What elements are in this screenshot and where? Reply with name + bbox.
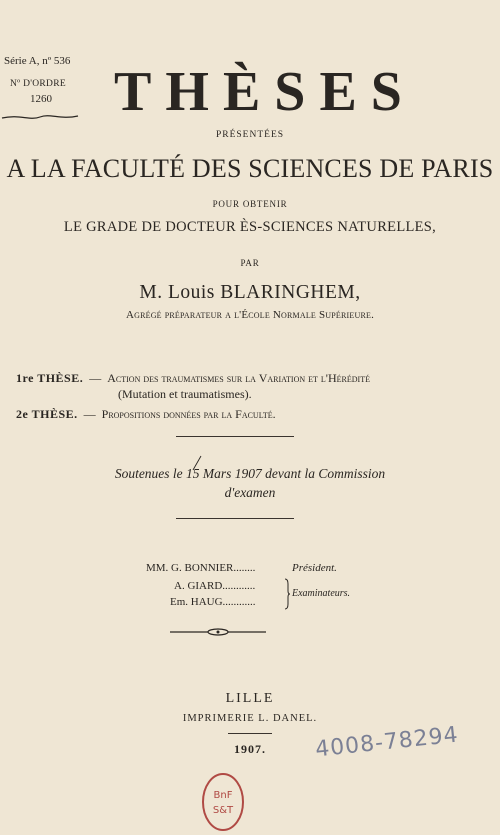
jury-examiners-role: Examinateurs. — [292, 588, 351, 599]
imprint-rule — [228, 733, 272, 734]
first-thesis-title: Action des traumatismes sur la Variation et l'Hérédité — [107, 371, 370, 385]
imprint-printer: IMPRIMERIE L. DANEL. — [182, 713, 318, 724]
order-number: 1260 — [30, 93, 52, 105]
imprint-city: LILLE — [225, 691, 275, 706]
second-thesis — [16, 406, 276, 422]
faculty-name: A LA FACULTÉ DES SCIENCES DE PARIS — [6, 154, 494, 183]
second-thesis-title: Propositions données par la Faculté. — [101, 407, 276, 421]
first-thesis — [16, 370, 370, 386]
page-title: THÈSES — [114, 61, 416, 123]
order-label: Nº D'ORDRE — [10, 79, 66, 89]
series-number: Série A, nº 536 — [4, 55, 71, 67]
pour-obtenir-label: POUR OBTENIR — [212, 199, 288, 209]
first-thesis-label: 1re THÈSE. — [16, 371, 84, 385]
jury-president-role: Président. — [292, 562, 337, 574]
handwritten-shelfmark: 4008-78294 — [314, 722, 460, 763]
degree-title: LE GRADE DE DOCTEUR ÈS-SCIENCES NATURELLES, — [63, 219, 437, 235]
stamp-line-1: BnF — [213, 790, 233, 801]
stamp-line-2: S&T — [212, 805, 234, 816]
defense-date-line: Soutenues le 15 Mars 1907 devant la Commission — [114, 466, 386, 481]
defense-committee-line: d'examen — [224, 485, 276, 500]
divider-top — [176, 436, 294, 437]
presentees-label: PRÉSENTÉES — [215, 130, 285, 140]
author-position: Agrégé préparateur a l'École Normale Supérieure. — [125, 309, 375, 321]
second-thesis-dash: — — [83, 407, 96, 421]
brace-icon — [283, 578, 291, 610]
par-label: PAR — [240, 258, 260, 268]
library-stamp — [199, 771, 247, 833]
first-thesis-dash: — — [89, 371, 102, 385]
divider-bottom — [176, 518, 294, 519]
second-thesis-label: 2e THÈSE. — [16, 407, 78, 421]
jury-examiner-giard: A. GIARD............ — [174, 580, 256, 592]
jury-president: MM. G. BONNIER........ — [146, 562, 256, 574]
ornament-divider — [168, 626, 268, 638]
imprint-year: 1907. — [234, 742, 266, 756]
jury-examiner-haug: Em. HAUG............ — [170, 596, 256, 608]
author-name: M. Louis BLARINGHEM, — [139, 282, 361, 303]
first-thesis-subtitle: (Mutation et traumatismes). — [118, 387, 252, 401]
